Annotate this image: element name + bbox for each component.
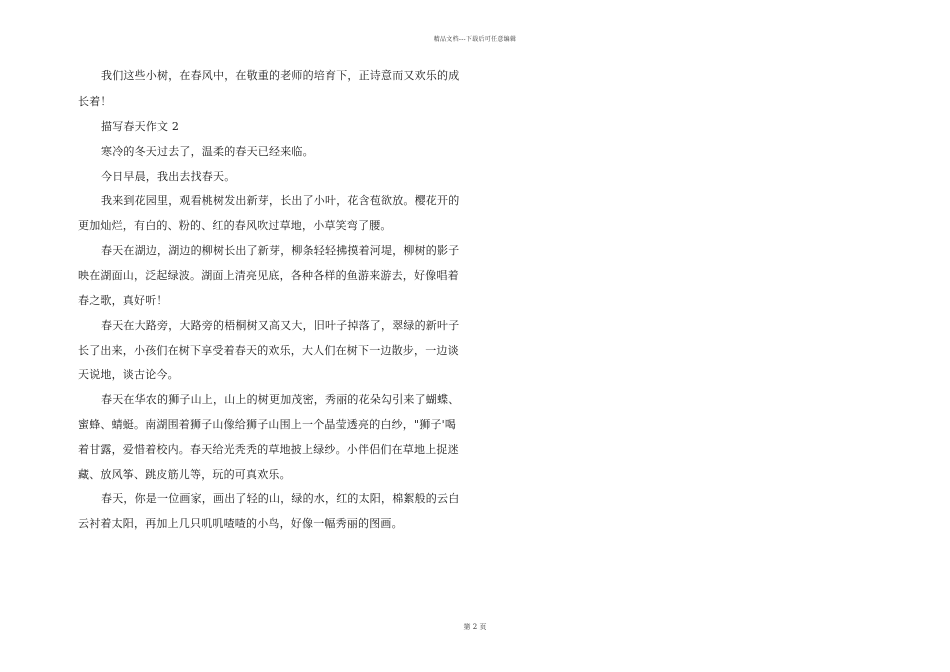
text-line: 蜜蜂、蜻蜓。南湖围着狮子山像给狮子山围上一个晶莹透亮的白纱，"狮子'喝 bbox=[78, 418, 457, 431]
text-line: 春之歌，真好听！ bbox=[78, 294, 168, 307]
section-heading: 描写春天作文 2 bbox=[101, 120, 180, 133]
text-line: 春天，你是一位画家，画出了轻的山，绿的水，红的太阳，棉絮般的云白 bbox=[101, 492, 460, 505]
text-line: 着甘露，爱惜着校内。春天给光秃秃的草地披上绿纱。小伴侣们在草地上捉迷 bbox=[78, 443, 459, 456]
text-line: 春天在大路旁，大路旁的梧桐树又高又大，旧叶子掉落了，翠绿的新叶子 bbox=[101, 319, 460, 332]
header-note: 精品文档---下载后可任意编辑 bbox=[433, 36, 517, 43]
text-line: 天说地，谈古论今。 bbox=[78, 368, 179, 381]
text-line: 更加灿烂，有白的、粉的、红的春风吹过草地，小草笑弯了腰。 bbox=[78, 219, 392, 232]
text-line: 春天在华农的狮子山上，山上的树更加茂密，秀丽的花朵勾引来了蝴蝶、 bbox=[101, 393, 460, 406]
text-line: 春天在湖边，湖边的柳树长出了新芽，柳条轻轻拂摸着河堤，柳树的影子 bbox=[101, 244, 460, 257]
text-line: 长着！ bbox=[78, 95, 112, 108]
page-number: 第 2 页 bbox=[463, 623, 487, 631]
text-line: 藏、放风筝、跳皮筋儿等，玩的可真欢乐。 bbox=[78, 468, 291, 481]
text-line: 映在湖面山，泛起绿波。湖面上清亮见底，各种各样的鱼游来游去，好像唱着 bbox=[78, 269, 459, 282]
text-line: 我们这些小树，在春风中，在敬重的老师的培育下，正诗意而又欢乐的成 bbox=[101, 69, 460, 82]
text-line: 寒冷的冬天过去了，温柔的春天已经来临。 bbox=[101, 145, 314, 158]
text-line: 云衬着太阳，再加上几只叽叽喳喳的小鸟，好像一幅秀丽的图画。 bbox=[78, 517, 403, 530]
text-line: 长了出来，小孩们在树下享受着春天的欢乐，大人们在树下一边散步，一边谈 bbox=[78, 344, 459, 357]
text-line: 我来到花园里，观看桃树发出新芽，长出了小叶，花含苞欲放。樱花开的 bbox=[101, 194, 460, 207]
text-line: 今日早晨，我出去找春天。 bbox=[101, 170, 236, 183]
